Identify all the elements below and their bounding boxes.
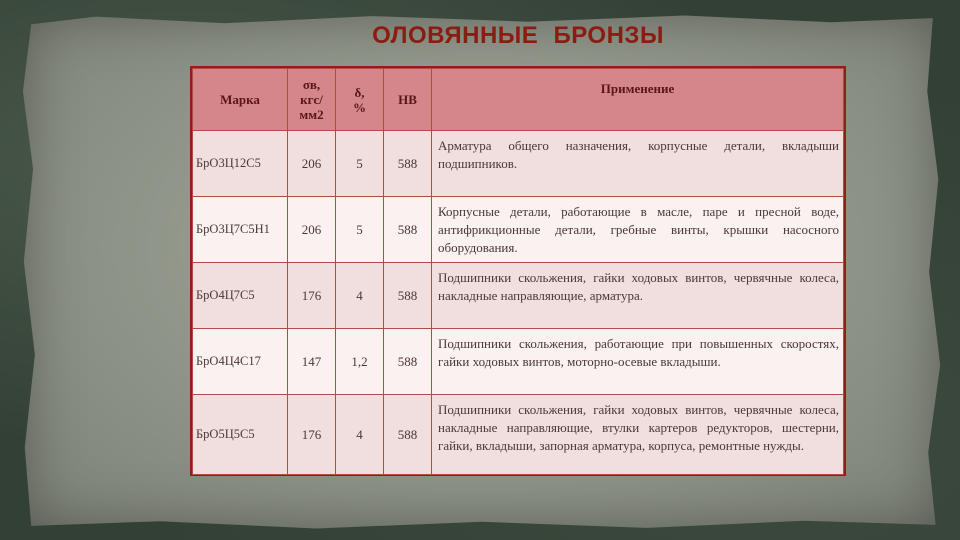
cell-hardness: 588 [384,263,432,329]
slide-title: ОЛОВЯННЫЕ БРОНЗЫ [372,22,664,49]
cell-application: Подшипники скольжения, гайки ходовых винтов, червячные колеса, накладные направляющие, втулки картеров редукторов, шестерни, гайки, вкладыши, запорная арматура, корпуса, ремонтные нужды. [432,395,844,475]
header-elongation-line2: % [353,99,366,115]
cell-grade: БрО4Ц7С5 [193,263,288,329]
cell-strength: 206 [288,131,336,197]
cell-strength: 206 [288,197,336,263]
header-strength-line2: кгс/ [300,92,323,107]
cell-elongation: 1,2 [336,329,384,395]
cell-application: Арматура общего назначения, корпусные детали, вкладыши подшипников. [432,131,844,197]
table-header-row [193,69,844,131]
bronze-table [192,68,844,475]
header-elongation-line1: δ, [354,84,365,100]
cell-hardness: 588 [384,131,432,197]
cell-hardness: 588 [384,197,432,263]
table-row [193,329,844,395]
header-application: Применение [432,69,844,131]
cell-grade: БрО4Ц4С17 [193,329,288,395]
cell-grade: БрО5Ц5С5 [193,395,288,475]
table-row [193,131,844,197]
header-strength-line1: σв, [302,77,321,92]
cell-application: Корпусные детали, работающие в масле, паре и пресной воде, антифрикционные детали, гребные винты, крышки насосного оборудования. [432,197,844,263]
cell-grade: БрО3Ц7С5Н1 [193,197,288,263]
bronze-table-container [190,66,846,476]
cell-application: Подшипники скольжения, работающие при повышенных скоростях, гайки ходовых винтов, моторно-осевые вкладыши. [432,329,844,395]
cell-strength: 176 [288,395,336,475]
cell-elongation: 5 [336,131,384,197]
header-elongation [336,69,384,131]
header-strength [288,69,336,131]
cell-application: Подшипники скольжения, гайки ходовых винтов, червячные колеса, накладные направляющие, арматура. [432,263,844,329]
table-row [193,263,844,329]
header-grade: Марка [193,69,288,131]
header-hardness: HB [384,69,432,131]
table-row [193,395,844,475]
cell-grade: БрО3Ц12С5 [193,131,288,197]
table-row [193,197,844,263]
header-strength-line3: мм2 [299,107,324,122]
cell-elongation: 4 [336,395,384,475]
cell-hardness: 588 [384,395,432,475]
cell-strength: 147 [288,329,336,395]
cell-strength: 176 [288,263,336,329]
cell-hardness: 588 [384,329,432,395]
cell-elongation: 4 [336,263,384,329]
cell-elongation: 5 [336,197,384,263]
